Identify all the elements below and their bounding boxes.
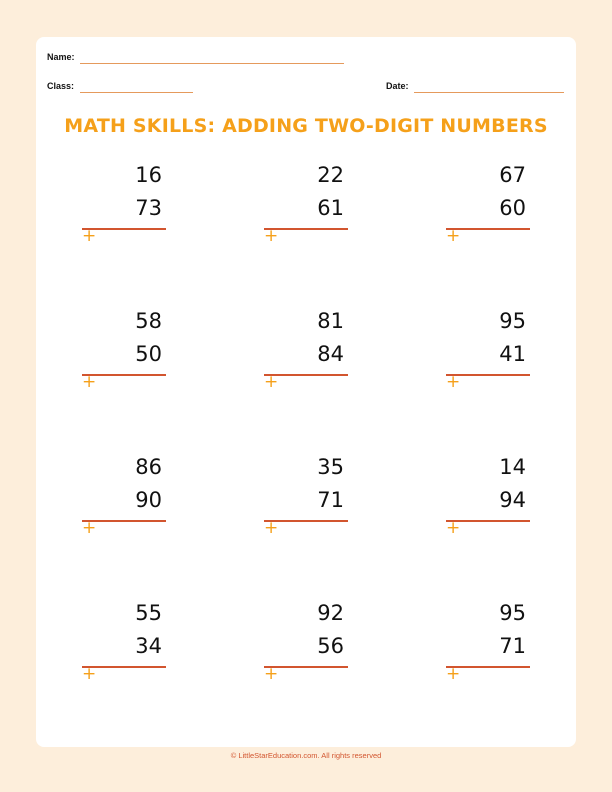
plus-icon: + (82, 226, 97, 246)
worksheet-page (36, 37, 576, 747)
top-addend: 35 (317, 455, 344, 479)
top-addend: 16 (135, 163, 162, 187)
bottom-addend: 90 (135, 488, 162, 512)
plus-icon: + (264, 518, 279, 538)
top-addend: 14 (499, 455, 526, 479)
top-addend: 92 (317, 601, 344, 625)
addition-problem (82, 309, 166, 399)
bottom-addend: 34 (135, 634, 162, 658)
top-addend: 86 (135, 455, 162, 479)
top-addend: 58 (135, 309, 162, 333)
class-label: Class: (47, 81, 75, 91)
top-addend: 55 (135, 601, 162, 625)
top-addend: 81 (317, 309, 344, 333)
bottom-addend: 71 (499, 634, 526, 658)
plus-icon: + (446, 664, 461, 684)
top-addend: 95 (499, 601, 526, 625)
plus-icon: + (446, 226, 461, 246)
addition-problem (264, 309, 348, 399)
bottom-addend: 73 (135, 196, 162, 220)
addition-problem (264, 163, 348, 253)
bottom-addend: 56 (317, 634, 344, 658)
bottom-addend: 41 (499, 342, 526, 366)
bottom-addend: 84 (317, 342, 344, 366)
addition-problem (446, 309, 530, 399)
plus-icon: + (264, 664, 279, 684)
bottom-addend: 94 (499, 488, 526, 512)
plus-icon: + (446, 372, 461, 392)
name-label: Name: (47, 52, 75, 62)
top-addend: 22 (317, 163, 344, 187)
bottom-addend: 61 (317, 196, 344, 220)
addition-problem (446, 163, 530, 253)
addition-problem (82, 601, 166, 691)
bottom-addend: 71 (317, 488, 344, 512)
date-label: Date: (386, 81, 409, 91)
bottom-addend: 50 (135, 342, 162, 366)
plus-icon: + (82, 372, 97, 392)
plus-icon: + (82, 664, 97, 684)
plus-icon: + (446, 518, 461, 538)
worksheet-title: MATH SKILLS: ADDING TWO-DIGIT NUMBERS (64, 115, 548, 137)
plus-icon: + (264, 372, 279, 392)
addition-problem (264, 601, 348, 691)
top-addend: 67 (499, 163, 526, 187)
addition-problem (264, 455, 348, 545)
problem-grid (36, 37, 576, 747)
addition-problem (446, 455, 530, 545)
addition-problem (82, 163, 166, 253)
top-addend: 95 (499, 309, 526, 333)
copyright-footer: © LittleStarEducation.com. All rights reserved (230, 751, 382, 760)
plus-icon: + (264, 226, 279, 246)
addition-problem (446, 601, 530, 691)
addition-problem (82, 455, 166, 545)
plus-icon: + (82, 518, 97, 538)
bottom-addend: 60 (499, 196, 526, 220)
